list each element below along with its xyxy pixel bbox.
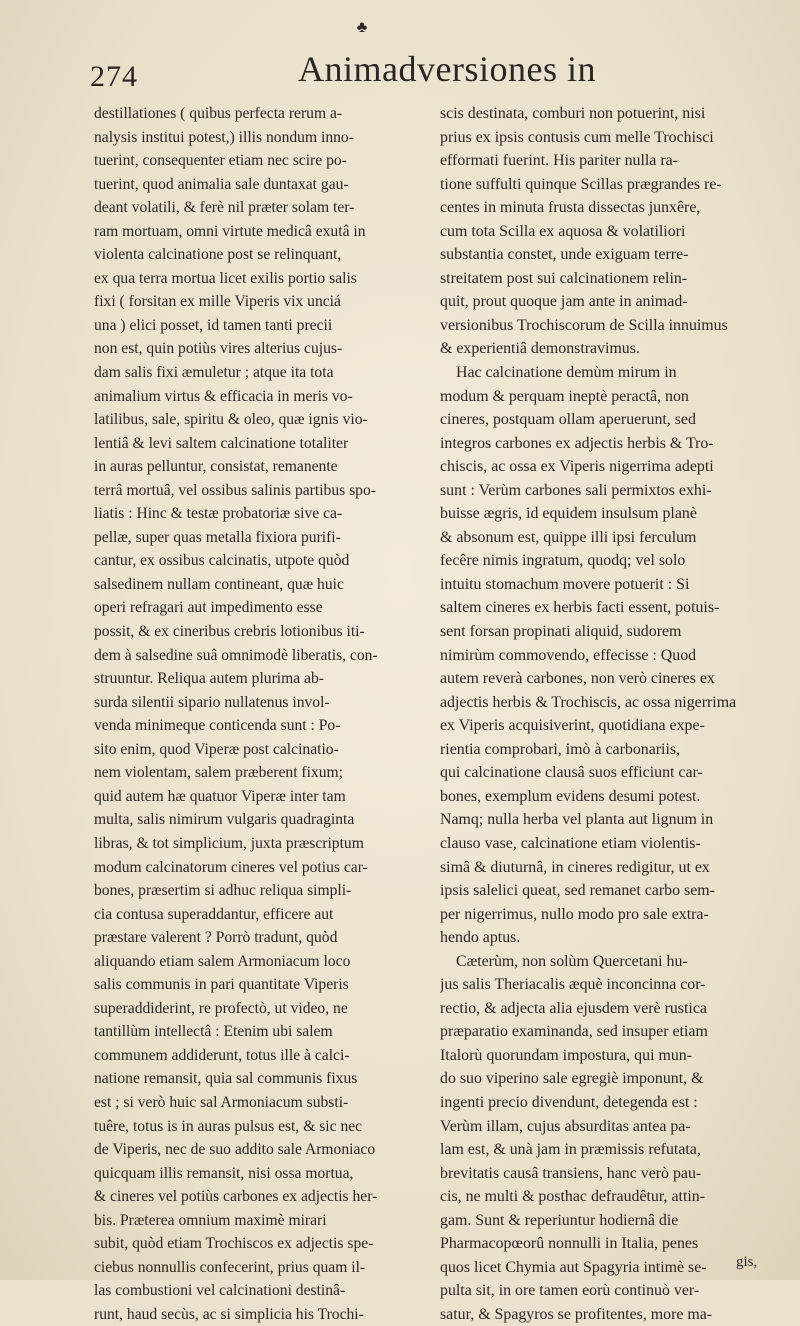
- text-line: de Viperis, nec de suo addito sale Armoniaco: [94, 1141, 376, 1159]
- text-line: intuitu stomachum movere potuerit : Si: [440, 575, 690, 593]
- text-line: ciebus nonnullis confecerint, prius quam il-: [94, 1258, 366, 1276]
- text-line: sent forsan propinati aliquid, sudorem: [440, 623, 682, 641]
- text-line: cia contusa superaddantur, efficere aut: [94, 905, 334, 923]
- text-line: do suo viperino sale egregiè imponunt, &: [440, 1070, 704, 1088]
- text-line: satur, & Spagyros se profitentes, more ma-: [440, 1305, 713, 1323]
- text-line: efformati fuerint. His pariter nulla ra-: [440, 152, 678, 170]
- text-line: clauso vase, calcinatione etiam violentis-: [440, 834, 701, 852]
- text-line: libras, & tot simplicium, juxta præscriptum: [94, 834, 364, 852]
- text-line: & cineres vel potiùs carbones ex adjectis her-: [94, 1188, 378, 1206]
- text-line: & experientiâ demonstravimus.: [440, 340, 640, 358]
- text-line: tantillùm intellectâ : Etenim ubi salem: [94, 1023, 333, 1041]
- text-line: venda minimeque conticenda sunt : Po-: [94, 717, 341, 735]
- text-line: saltem cineres ex herbis facti essent, potuis-: [440, 599, 720, 617]
- text-line: natione remansit, quia sal communis fixus: [94, 1070, 358, 1088]
- text-line: pulta sit, in ore tamen eorù continuò ver-: [440, 1282, 700, 1300]
- text-line: struuntur. Reliqua autem plurima ab-: [94, 670, 324, 688]
- text-line: rectio, & adjecta alia ejusdem verè rustica: [440, 999, 707, 1017]
- text-line: versionibus Trochiscorum de Scilla innuimus: [440, 316, 728, 334]
- text-line: salsedinem nullam contineant, quæ huic: [94, 575, 344, 593]
- text-line: prius ex ipsis contusis cum melle Trochisci: [440, 128, 714, 146]
- text-line: modum calcinatorum cineres vel potius car-: [94, 858, 368, 876]
- catchword: gis,: [736, 1254, 758, 1270]
- text-line: modum & perquam ineptè peractâ, non: [440, 387, 689, 405]
- text-line: lam est, & unà jam in præmissis refutata,: [440, 1141, 701, 1159]
- text-line: Namq; nulla herba vel planta aut lignum in: [440, 811, 714, 829]
- text-line: ipsis salelici queat, sed remanet carbo sem-: [440, 882, 715, 900]
- text-line: tuerint, consequenter etiam nec scire po-: [94, 152, 347, 170]
- text-line: communem addiderunt, totus ille à calci-: [94, 1046, 350, 1064]
- text-line: substantia constet, unde exiguam terre-: [440, 246, 689, 264]
- text-line: bis. Præterea omnium maximè mirari: [94, 1211, 327, 1229]
- text-line: bones, exemplum evidens desumi potest.: [440, 787, 701, 805]
- text-line: cum tota Scilla ex aquosa & volatiliori: [440, 222, 686, 240]
- text-line: sito enim, quod Viperæ post calcinatio-: [94, 740, 339, 758]
- text-line: ex qua terra mortua licet exilis portio salis: [94, 269, 357, 287]
- text-line: gam. Sunt & reperiuntur hodiernâ die: [440, 1211, 679, 1229]
- text-line: brevitatis causâ transiens, hanc verò pau-: [440, 1164, 702, 1182]
- text-line: adjectis herbis & Trochiscis, ac ossa nigerrima: [440, 693, 737, 711]
- text-line: jus salis Theriacalis æquè inconcinna cor-: [440, 976, 706, 994]
- text-line: salis communis in pari quantitate Viperis: [94, 976, 349, 994]
- text-line: subit, quòd etiam Trochiscos ex adjectis spe-: [94, 1235, 374, 1253]
- text-line: cineres, postquam ollam aperuerunt, sed: [440, 411, 696, 429]
- text-line: streitatem post sui calcinationem relin-: [440, 269, 688, 287]
- text-line: dem à salsedine suâ omnimodè liberatis, con-: [94, 646, 378, 664]
- text-line: ingenti precio divendunt, detegenda est :: [440, 1093, 698, 1111]
- text-line: rientia comprobari, imò à carbonariis,: [440, 740, 681, 758]
- text-line: hendo aptus.: [440, 929, 521, 947]
- text-line: nem violentam, salem præberent fixum;: [94, 764, 344, 782]
- text-line: per nigerrimus, nullo modo pro sale extra-: [440, 905, 709, 923]
- text-line: possit, & ex cineribus crebris lotionibus iti-: [94, 623, 365, 641]
- text-line: lentiâ & levi saltem calcinatione totaliter: [94, 434, 349, 452]
- text-line: simâ & diuturnâ, in cineres redigitur, ut ex: [440, 858, 710, 876]
- running-head: Animadversiones in: [298, 49, 596, 89]
- text-line: terrâ mortuâ, vel ossibus salinis partibus spo-: [94, 481, 376, 499]
- text-line: sunt : Verùm carbones sali permixtos exhi-: [440, 481, 712, 499]
- text-line: Pharmacopœorû nonnulli in Italia, penes: [440, 1235, 699, 1253]
- text-line: nimirùm commovendo, effecisse : Quod: [440, 646, 697, 664]
- page-header: [90, 48, 790, 98]
- text-line: quit, prout quoque jam ante in animad-: [440, 293, 688, 311]
- page-number: 274: [90, 60, 138, 93]
- text-line: fixi ( forsitan ex mille Viperis vix unciá: [94, 293, 341, 311]
- text-line: Cæterùm, non solùm Quercetani hu-: [456, 952, 688, 970]
- text-line: las combustioni vel calcinationi destinâ-: [94, 1282, 346, 1300]
- text-line: aliquando etiam salem Armoniacum loco: [94, 952, 351, 970]
- text-line: & absonum est, quippe illi ipsi ferculum: [440, 528, 697, 546]
- text-line: Verùm illam, cujus absurditas antea pa-: [440, 1117, 691, 1135]
- text-line: scis destinata, comburi non potuerint, nisi: [440, 105, 706, 122]
- text-line: qui calcinatione clausâ suos efficiunt car-: [440, 764, 703, 782]
- text-line: destillationes ( quibus perfecta rerum a-: [94, 105, 343, 122]
- text-line: surda silentii sipario nullatenus invol-: [94, 693, 330, 711]
- text-line: deant volatili, & ferè nil præter solam ter-: [94, 199, 355, 217]
- text-line: tuerint, quod animalia sale duntaxat gau-: [94, 175, 349, 193]
- text-line: tione suffulti quinque Scillas prægrandes re-: [440, 175, 722, 193]
- text-line: superaddiderint, re profectò, ut video, ne: [94, 999, 348, 1017]
- text-line: quid autem hæ quatuor Viperæ inter tam: [94, 787, 346, 805]
- right-text-column: [440, 102, 792, 1326]
- printer-ornament: ♣: [356, 19, 368, 36]
- text-line: bones, præsertim si adhuc reliqua simpli-: [94, 882, 352, 900]
- text-line: operi refragari aut impedimento esse: [94, 599, 323, 617]
- text-line: in auras pelluntur, consistat, remanente: [94, 458, 338, 476]
- text-line: Hac calcinatione demùm mirum in: [456, 364, 677, 382]
- text-line: tuêre, totus is in auras pulsus est, & sic nec: [94, 1117, 363, 1135]
- text-line: præstare valerent ? Porrò tradunt, quòd: [94, 929, 338, 947]
- text-line: quicquam illis remansit, nisi ossa mortua,: [94, 1164, 354, 1182]
- text-line: violenta calcinatione post se relinquant,: [94, 246, 342, 264]
- text-line: est ; si verò huic sal Armoniacum substi-: [94, 1093, 349, 1111]
- text-line: dam salis fixi æmuletur ; atque ita tota: [94, 364, 334, 382]
- text-line: Italorù quorundam impostura, qui mun-: [440, 1046, 692, 1064]
- text-line: runt, haud secùs, ac si simplicia his Trochi-: [94, 1305, 364, 1323]
- text-line: latilibus, sale, spiritu & oleo, quæ ignis vio-: [94, 411, 368, 429]
- text-line: una ) elici posset, id tamen tanti precii: [94, 316, 333, 334]
- text-line: chiscis, ac ossa ex Viperis nigerrima adepti: [440, 458, 714, 476]
- text-line: fecêre nimis ingratum, quodq; vel solo: [440, 552, 686, 570]
- text-line: animalium virtus & efficacia in meris vo-: [94, 387, 353, 405]
- left-text-column: [94, 102, 432, 1326]
- text-line: nalysis institui potest,) illis nondum inno-: [94, 128, 354, 146]
- text-line: cis, ne multi & posthac defraudêtur, attin-: [440, 1188, 706, 1206]
- text-line: ram mortuam, omni virtute medicâ exutâ in: [94, 222, 366, 240]
- text-line: liatis : Hinc & testæ probatoriæ sive ca-: [94, 505, 343, 523]
- text-line: centes in minuta frusta dissectas junxêre,: [440, 199, 701, 217]
- text-line: buisse ægris, id equidem insulsum planè: [440, 505, 697, 523]
- text-line: multa, salis nimirum vulgaris quadraginta: [94, 811, 355, 829]
- text-line: præparatio examinanda, sed insuper etiam: [440, 1023, 708, 1041]
- text-line: cantur, ex ossibus calcinatis, utpote quòd: [94, 552, 350, 570]
- text-line: ex Viperis acquisiverint, quotidiana expe-: [440, 717, 705, 735]
- text-line: pellæ, super quas metalla fixiora purifi-: [94, 528, 341, 546]
- text-line: quos licet Chymia aut Spagyria intimè se-: [440, 1258, 707, 1276]
- text-line: non est, quin potiùs vires alterius cujus-: [94, 340, 343, 358]
- text-line: integros carbones ex adjectis herbis & Tro-: [440, 434, 714, 452]
- text-line: autem reverà carbones, non verò cineres ex: [440, 670, 715, 688]
